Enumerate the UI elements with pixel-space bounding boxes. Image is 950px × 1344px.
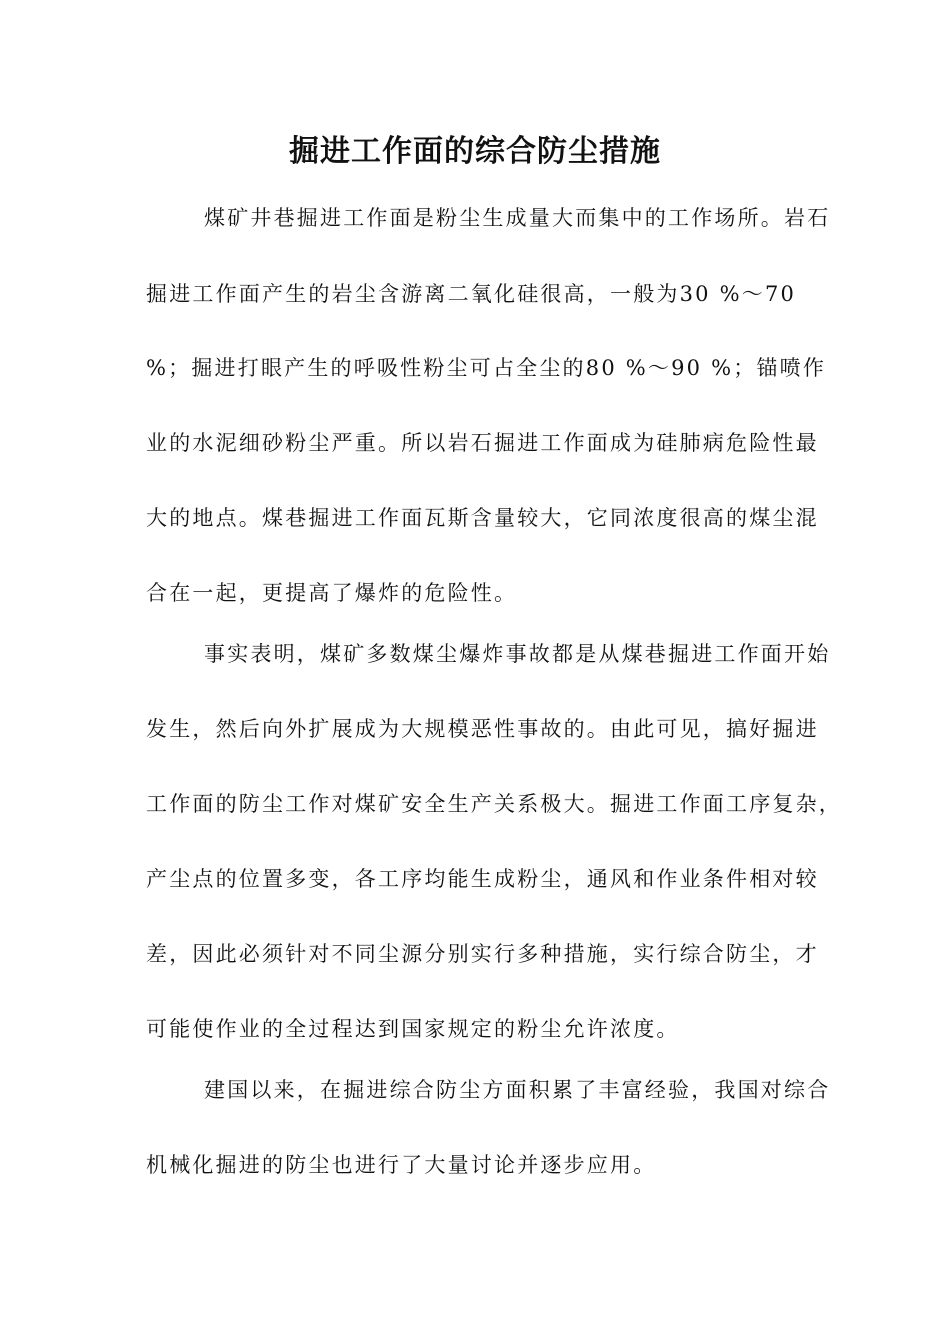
paragraph-2-line-1: 事实表明，煤矿多数煤尘爆炸事故都是从煤巷掘进工作面开始 — [204, 642, 831, 666]
paragraph-2-line-5: 差，因此必须针对不同尘源分别实行多种措施，实行综合防尘，才 — [146, 942, 819, 966]
paragraph-1-line-1: 煤矿井巷掘进工作面是粉尘生成量大而集中的工作场所。岩石 — [204, 206, 831, 230]
paragraph-1-line-2: 掘进工作面产生的岩尘含游离二氧化硅很高，一般为30 %～70 — [146, 282, 797, 306]
paragraph-3-line-1: 建国以来，在掘进综合防尘方面积累了丰富经验，我国对综合 — [204, 1078, 831, 1102]
paragraph-1-line-4: 业的水泥细砂粉尘严重。所以岩石掘进工作面成为硅肺病危险性最 — [146, 431, 819, 455]
paragraph-1-line-5: 大的地点。煤巷掘进工作面瓦斯含量较大，它同浓度很高的煤尘混 — [146, 506, 819, 530]
paragraph-2-line-6: 可能使作业的全过程达到国家规定的粉尘允许浓度。 — [146, 1017, 680, 1041]
paragraph-3-line-2: 机械化掘进的防尘也进行了大量讨论并逐步应用。 — [146, 1153, 657, 1177]
paragraph-2-line-3: 工作面的防尘工作对煤矿安全生产关系极大。掘进工作面工序复杂， — [146, 792, 842, 816]
paragraph-1-line-3: %；掘进打眼产生的呼吸性粉尘可占全尘的80 %～90 %；锚喷作 — [146, 356, 827, 380]
paragraph-1-line-6: 合在一起，更提高了爆炸的危险性。 — [146, 581, 518, 605]
document-title: 掘进工作面的综合防尘措施 — [289, 134, 661, 169]
paragraph-2-line-2: 发生，然后向外扩展成为大规模恶性事故的。由此可见，搞好掘进 — [146, 717, 819, 741]
paragraph-2-line-4: 产尘点的位置多变，各工序均能生成粉尘，通风和作业条件相对较 — [146, 867, 819, 891]
